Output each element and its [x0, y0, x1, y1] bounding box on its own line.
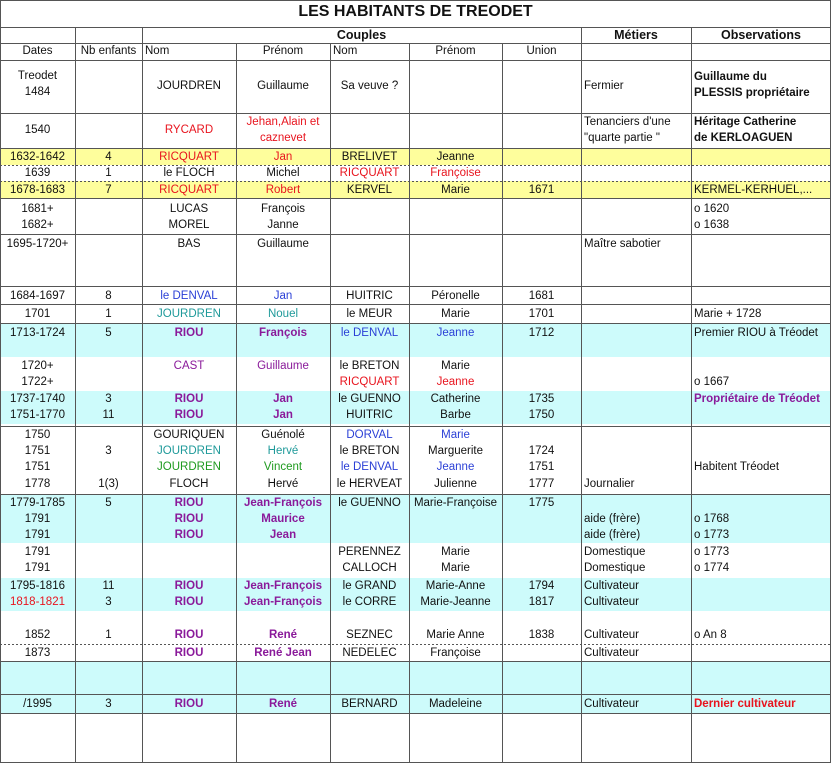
cell-dates: 1852 — [24, 629, 51, 641]
cell-nb-enfants: 11 — [102, 409, 115, 421]
cell-nb-enfants: 5 — [105, 497, 112, 509]
cell-metier: Cultivateur — [584, 698, 639, 710]
cell-dates: 1779-1785 — [10, 497, 65, 509]
cell-prenom-1: René — [268, 629, 298, 641]
cell-dates: 1720+ — [21, 360, 54, 372]
cell-nom-1: RYCARD — [164, 124, 214, 136]
cell-dates: 1484 — [24, 86, 51, 98]
cell-nom-2: Sa veuve ? — [340, 80, 399, 92]
cell-prenom-2: Marie — [441, 546, 470, 558]
cell-observation: Propriétaire de Tréodet — [694, 393, 820, 405]
cell-union: 1751 — [528, 461, 555, 473]
cell-nom-2: le MEUR — [346, 308, 393, 320]
cell-observation: PLESSIS propriétaire — [694, 87, 810, 99]
cell-dates: 1778 — [24, 478, 51, 490]
cell-dates: 1791 — [24, 562, 51, 574]
cell-prenom-1: Janne — [267, 219, 299, 231]
cell-nom-2: RICQUART — [339, 376, 400, 388]
cell-prenom-1: Michel — [266, 167, 300, 179]
cell-union: 1681 — [528, 290, 555, 302]
page-title: LES HABITANTS DE TREODET — [298, 4, 533, 19]
cell-observation: Dernier cultivateur — [694, 698, 796, 710]
cell-observation: o 1667 — [694, 376, 730, 388]
cell-nb-enfants: 7 — [105, 184, 112, 196]
cell-union: 1775 — [528, 497, 555, 509]
cell-prenom-1: Jean-François — [244, 596, 322, 608]
cell-nom-2: BERNARD — [341, 698, 398, 710]
cell-prenom-1: Jean — [269, 529, 297, 541]
cell-nom-1: RIOU — [174, 629, 204, 641]
cell-dates: 1791 — [24, 529, 51, 541]
cell-prenom-2: Marie-Françoise — [413, 497, 498, 509]
cell-nom-2: le CORRE — [342, 596, 397, 608]
cell-prenom-1: Jan — [273, 290, 293, 302]
header-nom-2: Nom — [333, 45, 358, 57]
cell-dates: 1684-1697 — [10, 290, 65, 302]
cell-prenom-2: Françoise — [430, 167, 481, 179]
cell-nom-1: RICQUART — [159, 184, 219, 196]
cell-prenom-1: Nouel — [267, 308, 299, 320]
cell-nom-2: DORVAL — [346, 429, 393, 441]
cell-prenom-1: Guillaume — [257, 360, 309, 372]
cell-nom-1: RIOU — [174, 580, 204, 592]
cell-observation: o 1768 — [694, 513, 730, 525]
cell-nom-2: le GUENNO — [338, 497, 401, 509]
cell-union: 1777 — [528, 478, 555, 490]
cell-dates: 1751-1770 — [10, 409, 65, 421]
cell-nom-2: RICQUART — [339, 167, 400, 179]
cell-metier: Fermier — [584, 80, 624, 92]
cell-dates: 1751 — [24, 461, 51, 473]
cell-dates: 1681+ — [21, 203, 54, 215]
cell-nom-1: JOURDREN — [157, 461, 221, 473]
cell-observation: o 1638 — [694, 219, 730, 231]
cell-nom-2: le DENVAL — [340, 327, 399, 339]
cell-nb-enfants: 11 — [102, 580, 115, 592]
cell-dates: 1737-1740 — [10, 393, 65, 405]
cell-dates: 1713-1724 — [10, 327, 65, 339]
cell-nom-1: le FLOCH — [163, 167, 215, 179]
cell-dates: 1540 — [24, 124, 51, 136]
cell-prenom-2: Jeanne — [436, 327, 475, 339]
header-metiers: Métiers — [614, 28, 658, 42]
cell-prenom-1: René — [268, 698, 298, 710]
cell-nom-1: RIOU — [174, 393, 204, 405]
cell-nom-1: RIOU — [174, 513, 204, 525]
cell-dates: 1678-1683 — [10, 184, 65, 196]
cell-observation: o 1773 — [694, 529, 730, 541]
cell-prenom-1: Jehan,Alain et — [246, 116, 320, 128]
cell-nb-enfants: 8 — [105, 290, 112, 302]
cell-observation: o 1773 — [694, 546, 730, 558]
cell-prenom-2: Madeleine — [428, 698, 483, 710]
cell-observation: o 1774 — [694, 562, 730, 574]
cell-union: 1701 — [528, 308, 555, 320]
header-couples: Couples — [336, 28, 387, 42]
cell-prenom-1: Maurice — [261, 513, 305, 525]
cell-nom-2: SEZNEC — [346, 629, 393, 641]
cell-union: 1671 — [528, 184, 555, 196]
cell-union: 1750 — [528, 409, 555, 421]
cell-prenom-2: Marie — [441, 360, 470, 372]
cell-dates: 1791 — [24, 546, 51, 558]
cell-nom-2: le BRETON — [339, 360, 400, 372]
header-nb-enfants: Nb enfants — [80, 45, 137, 57]
cell-nom-1: RIOU — [174, 698, 204, 710]
cell-prenom-2: Marguerite — [428, 445, 483, 457]
cell-prenom-1: caznevet — [259, 132, 307, 144]
cell-prenom-2: Marie-Jeanne — [420, 596, 491, 608]
cell-nom-2: le DENVAL — [340, 461, 399, 473]
cell-union: 1712 — [528, 327, 555, 339]
cell-nb-enfants: 3 — [105, 698, 112, 710]
cell-dates: 1795-1816 — [10, 580, 65, 592]
cell-dates: 1818-1821 — [10, 596, 65, 608]
cell-nom-2: KERVEL — [346, 184, 393, 196]
cell-dates: 1750 — [24, 429, 51, 441]
cell-prenom-1: Jan — [273, 393, 293, 405]
cell-nom-1: RICQUART — [159, 151, 219, 163]
cell-nb-enfants: 4 — [105, 151, 112, 163]
band-cyan-5 — [0, 661, 831, 694]
cell-prenom-1: Jean-François — [244, 497, 322, 509]
cell-observation: Marie + 1728 — [694, 308, 762, 320]
cell-nom-1: RIOU — [174, 327, 204, 339]
cell-dates: 1695-1720+ — [6, 238, 69, 250]
cell-metier: Domestique — [584, 562, 646, 574]
cell-dates: 1791 — [24, 513, 51, 525]
cell-dates: 1751 — [24, 445, 51, 457]
cell-nom-1: JOURDREN — [157, 80, 221, 92]
cell-dates: 1701 — [24, 308, 51, 320]
cell-nom-1: LUCAS — [169, 203, 209, 215]
cell-dates: 1682+ — [21, 219, 54, 231]
cell-nb-enfants: 1 — [105, 167, 112, 179]
cell-nom-1: JOURDREN — [157, 308, 221, 320]
header-prenom-1: Prénom — [262, 45, 304, 57]
cell-prenom-2: Marie — [441, 562, 470, 574]
cell-nom-2: HUITRIC — [346, 290, 393, 302]
cell-nb-enfants: 5 — [105, 327, 112, 339]
cell-prenom-2: Marie — [441, 184, 470, 196]
cell-prenom-1: François — [259, 327, 307, 339]
cell-nom-2: le BRETON — [339, 445, 400, 457]
cell-observation: de KERLOAGUEN — [694, 132, 793, 144]
cell-union: 1838 — [528, 629, 555, 641]
cell-nom-2: le GRAND — [342, 580, 397, 592]
cell-union: 1817 — [528, 596, 555, 608]
cell-nb-enfants: 3 — [105, 445, 112, 457]
cell-prenom-2: Marie — [441, 308, 470, 320]
cell-nb-enfants: 1 — [105, 308, 112, 320]
header-nom-1: Nom — [145, 45, 170, 57]
cell-nb-enfants: 3 — [105, 393, 112, 405]
cell-prenom-2: Marie-Anne — [425, 580, 486, 592]
cell-prenom-2: Péronelle — [431, 290, 480, 302]
header-observations: Observations — [721, 28, 801, 42]
cell-dates: /1995 — [23, 698, 52, 710]
cell-observation: Guillaume du — [694, 71, 767, 83]
cell-metier: Cultivateur — [584, 580, 639, 592]
cell-nom-1: CAST — [173, 360, 205, 372]
cell-prenom-2: Julienne — [434, 478, 477, 490]
cell-metier: aide (frère) — [584, 529, 641, 541]
cell-nom-2: le HERVEAT — [336, 478, 403, 490]
cell-prenom-1: Jan — [273, 409, 293, 421]
cell-observation: o 1620 — [694, 203, 730, 215]
cell-metier: aide (frère) — [584, 513, 641, 525]
cell-nom-1: RIOU — [174, 596, 204, 608]
cell-observation: KERMEL-KERHUEL,... — [694, 184, 813, 196]
cell-dates: Treodet — [17, 70, 58, 82]
header-union: Union — [526, 45, 557, 57]
cell-observation: o An 8 — [694, 629, 727, 641]
cell-union: 1735 — [528, 393, 555, 405]
cell-nom-1: GOURIQUEN — [153, 429, 225, 441]
cell-prenom-1: François — [260, 203, 306, 215]
cell-nom-2: NEDELEC — [342, 647, 397, 659]
cell-metier: Journalier — [584, 478, 635, 490]
cell-prenom-2: Françoise — [430, 647, 481, 659]
cell-prenom-1: Hervé — [267, 445, 299, 457]
cell-metier: Cultivateur — [584, 647, 639, 659]
header-prenom-2: Prénom — [435, 45, 476, 57]
cell-metier: Cultivateur — [584, 629, 639, 641]
cell-dates: 1639 — [24, 167, 51, 179]
cell-nom-1: le DENVAL — [160, 290, 218, 302]
header-dates: Dates — [22, 45, 53, 57]
cell-metier: Cultivateur — [584, 596, 639, 608]
cell-nom-1: RIOU — [174, 409, 204, 421]
cell-metier: Maître sabotier — [584, 238, 661, 250]
cell-nb-enfants: 3 — [105, 596, 112, 608]
cell-observation: Héritage Catherine — [694, 116, 797, 128]
cell-prenom-1: René Jean — [254, 647, 312, 659]
cell-nb-enfants: 1 — [105, 629, 112, 641]
cell-nom-1: JOURDREN — [157, 445, 221, 457]
cell-nom-1: FLOCH — [169, 478, 209, 490]
cell-prenom-2: Jeanne — [436, 376, 475, 388]
cell-nom-1: MOREL — [168, 219, 210, 231]
cell-union: 1794 — [528, 580, 555, 592]
cell-metier: Domestique — [584, 546, 646, 558]
cell-observation: Habitent Tréodet — [694, 461, 780, 473]
cell-prenom-2: Marie Anne — [426, 629, 485, 641]
cell-prenom-2: Marie — [441, 429, 470, 441]
cell-nom-2: CALLOCH — [342, 562, 397, 574]
cell-prenom-1: Vincent — [263, 461, 303, 473]
cell-prenom-1: Guillaume — [257, 80, 309, 92]
cell-nom-1: RIOU — [174, 529, 204, 541]
cell-prenom-1: Hervé — [267, 478, 299, 490]
cell-nom-2: HUITRIC — [346, 409, 393, 421]
cell-nom-1: BAS — [177, 238, 201, 250]
cell-prenom-1: Robert — [265, 184, 301, 196]
cell-nom-2: BRELIVET — [341, 151, 398, 163]
cell-prenom-2: Jeanne — [436, 151, 475, 163]
cell-nom-2: le GUENNO — [338, 393, 401, 405]
cell-nom-1: RIOU — [174, 647, 204, 659]
cell-union: 1724 — [528, 445, 555, 457]
cell-prenom-1: Jan — [273, 151, 293, 163]
cell-nb-enfants: 1(3) — [98, 478, 119, 490]
cell-prenom-1: Guillaume — [257, 238, 309, 250]
cell-dates: 1873 — [24, 647, 51, 659]
cell-prenom-2: Catherine — [430, 393, 481, 405]
cell-prenom-2: Barbe — [440, 409, 471, 421]
cell-prenom-2: Jeanne — [436, 461, 475, 473]
cell-nom-1: RIOU — [174, 497, 204, 509]
cell-dates: 1722+ — [21, 376, 54, 388]
cell-dates: 1632-1642 — [10, 151, 65, 163]
cell-nom-2: PERENNEZ — [338, 546, 401, 558]
cell-observation: Premier RIOU à Tréodet — [694, 327, 818, 339]
cell-metier: "quarte partie " — [584, 132, 660, 144]
cell-prenom-1: Jean-François — [244, 580, 322, 592]
cell-prenom-1: Guénolé — [261, 429, 305, 441]
cell-metier: Tenanciers d'une — [584, 116, 671, 128]
